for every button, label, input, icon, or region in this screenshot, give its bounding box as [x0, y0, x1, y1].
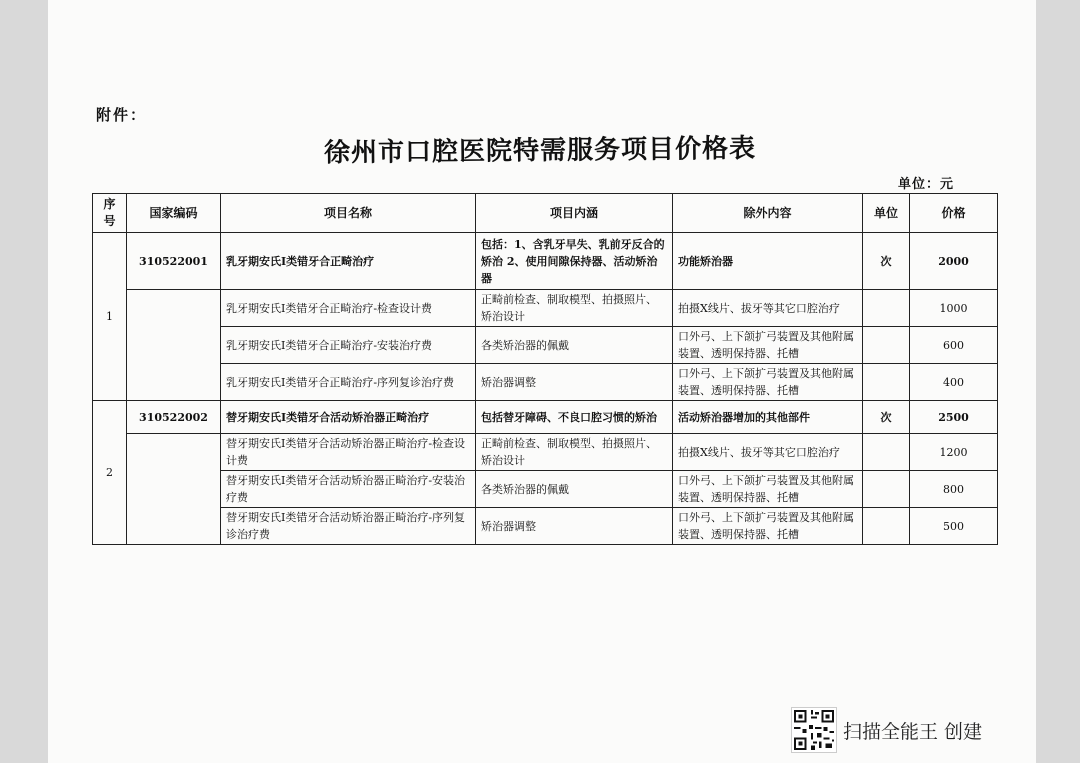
item-content-cell: 包括替牙障碍、不良口腔习惯的矫治 — [476, 401, 673, 434]
price-cell: 800 — [910, 471, 998, 508]
unit-cell-empty — [863, 471, 910, 508]
table-row — [93, 290, 998, 327]
table-row — [93, 508, 998, 545]
item-content-cell: 正畸前检查、制取模型、拍摄照片、矫治设计 — [476, 434, 673, 471]
price-cell: 2500 — [910, 401, 998, 434]
attachment-label: 附件： — [96, 106, 148, 124]
seq-cell: 2 — [93, 401, 127, 545]
excluded-cell: 拍摄X线片、拔牙等其它口腔治疗 — [673, 290, 863, 327]
item-content-cell: 矫治器调整 — [476, 508, 673, 545]
unit-cell-empty — [863, 508, 910, 545]
table-row — [93, 327, 998, 364]
excluded-cell: 口外弓、上下颌扩弓装置及其他附属装置、透明保持器、托槽 — [673, 508, 863, 545]
unit-cell: 次 — [863, 401, 910, 434]
price-cell: 500 — [910, 508, 998, 545]
header-code: 国家编码 — [127, 194, 221, 233]
qr-code-icon — [791, 707, 837, 753]
header-price: 价格 — [910, 194, 998, 233]
item-name-cell: 乳牙期安氏Ⅰ类错牙合正畸治疗-序列复诊治疗费 — [221, 364, 476, 401]
excluded-cell: 活动矫治器增加的其他部件 — [673, 401, 863, 434]
item-name-cell: 替牙期安氏Ⅰ类错牙合活动矫治器正畸治疗-检查设计费 — [221, 434, 476, 471]
header-unit: 单位 — [863, 194, 910, 233]
table-header-row — [93, 194, 998, 233]
excluded-cell: 功能矫治器 — [673, 233, 863, 290]
price-cell: 600 — [910, 327, 998, 364]
price-cell: 1200 — [910, 434, 998, 471]
excluded-cell: 拍摄X线片、拔牙等其它口腔治疗 — [673, 434, 863, 471]
excluded-cell: 口外弓、上下颌扩弓装置及其他附属装置、透明保持器、托槽 — [673, 364, 863, 401]
item-content-cell: 正畸前检查、制取模型、拍摄照片、矫治设计 — [476, 290, 673, 327]
price-table — [92, 193, 998, 545]
item-content-cell: 包括：1、含乳牙早失、乳前牙反合的矫治 2、使用间隙保持器、活动矫治器 — [476, 233, 673, 290]
scanner-watermark — [791, 705, 982, 755]
table-row — [93, 434, 998, 471]
code-cell: 310522001 — [127, 233, 221, 290]
unit-cell-empty — [863, 364, 910, 401]
table-row — [93, 364, 998, 401]
excluded-cell: 口外弓、上下颌扩弓装置及其他附属装置、透明保持器、托槽 — [673, 471, 863, 508]
unit-note: 单位：元 — [898, 177, 955, 192]
unit-cell-empty — [863, 327, 910, 364]
table-row — [93, 401, 998, 434]
item-name-cell: 乳牙期安氏Ⅰ类错牙合正畸治疗-安装治疗费 — [221, 327, 476, 364]
price-cell: 2000 — [910, 233, 998, 290]
header-name: 项目名称 — [221, 194, 476, 233]
item-name-cell: 乳牙期安氏Ⅰ类错牙合正畸治疗 — [221, 233, 476, 290]
scanner-brand-text: 扫描全能王 创建 — [843, 720, 983, 743]
price-cell: 400 — [910, 364, 998, 401]
code-cell: 310522002 — [127, 401, 221, 434]
unit-cell: 次 — [863, 233, 910, 290]
item-content-cell: 矫治器调整 — [476, 364, 673, 401]
excluded-cell: 口外弓、上下颌扩弓装置及其他附属装置、透明保持器、托槽 — [673, 327, 863, 364]
seq-cell: 1 — [93, 233, 127, 401]
document-title: 徐州市口腔医院特需服务项目价格表 — [323, 133, 757, 169]
item-name-cell: 替牙期安氏Ⅰ类错牙合活动矫治器正畸治疗-序列复诊治疗费 — [221, 508, 476, 545]
header-seq: 序号 — [93, 194, 127, 233]
code-cell-empty — [127, 434, 221, 545]
item-content-cell: 各类矫治器的佩戴 — [476, 471, 673, 508]
item-name-cell: 替牙期安氏Ⅰ类错牙合活动矫治器正畸治疗-安装治疗费 — [221, 471, 476, 508]
item-name-cell: 乳牙期安氏Ⅰ类错牙合正畸治疗-检查设计费 — [221, 290, 476, 327]
code-cell-empty — [127, 290, 221, 401]
price-cell: 1000 — [910, 290, 998, 327]
item-name-cell: 替牙期安氏Ⅰ类错牙合活动矫治器正畸治疗 — [221, 401, 476, 434]
table-row — [93, 233, 998, 290]
header-excluded: 除外内容 — [673, 194, 863, 233]
item-content-cell: 各类矫治器的佩戴 — [476, 327, 673, 364]
table-row — [93, 471, 998, 508]
unit-cell-empty — [863, 434, 910, 471]
unit-cell-empty — [863, 290, 910, 327]
header-content: 项目内涵 — [476, 194, 673, 233]
